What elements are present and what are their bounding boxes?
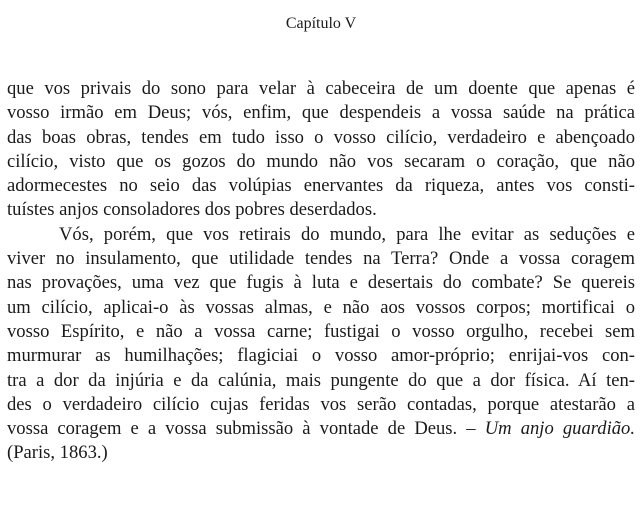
paragraph-1-line: tuístes anjos consoladores dos pobres deserdados. [7, 199, 377, 221]
closing-text: vossa coragem e a vossa submissão à vontade de Deus. – [7, 418, 476, 440]
paragraph-1-line: cilício, visto que os gozos do mundo não vos secaram o coração, que não [7, 150, 635, 172]
running-header: Capítulo V [285, 15, 357, 32]
paragraph-2-line: vosso Espírito, e não a vossa carne; fustigai o vosso orgulho, recebei sem [7, 320, 635, 342]
place-date: (Paris, 1863.) [7, 442, 108, 464]
paragraph-2-line: murmurar as humilhações; flagiciai o vosso amor-próprio; enrijai-vos con- [7, 345, 635, 367]
paragraph-1-line: das boas obras, tendes em tudo isso o vosso cilício, verdadeiro e abençoado [7, 126, 635, 148]
paragraph-2-line: nas provações, uma vez que fugis à luta e desertais do combate? Se quereis [7, 272, 635, 294]
paragraph-2-closing-line [7, 417, 635, 441]
page-body [7, 77, 635, 466]
paragraph-1-line: adormecestes no seio das volúpias enervantes da riqueza, antes vos consti- [7, 175, 635, 197]
paragraph-2-line: um cilício, aplicai-o às vossas almas, e não aos vossos corpos; mortificai o [7, 296, 635, 318]
paragraph-2-line: tra a dor da injúria e da calúnia, mais pungente do que a dor física. Aí ten- [7, 369, 635, 391]
paragraph-2-line: des o verdadeiro cilício cujas feridas vos serão contadas, porque atestarão a [7, 393, 635, 415]
paragraph-1-line: vosso irmão em Deus; vós, enfim, que despendeis a vossa saúde na prática [7, 102, 635, 124]
paragraph-2-line: viver no insulamento, que utilidade tendes na Terra? Onde a vossa coragem [7, 248, 635, 270]
signature: Um anjo guardião. [484, 418, 635, 440]
paragraph-1-line: que vos privais do sono para velar à cabeceira de um doente que apenas é [7, 78, 635, 99]
paragraph-2-line: Vós, porém, que vos retirais do mundo, para lhe evitar as seduções e [59, 223, 635, 245]
